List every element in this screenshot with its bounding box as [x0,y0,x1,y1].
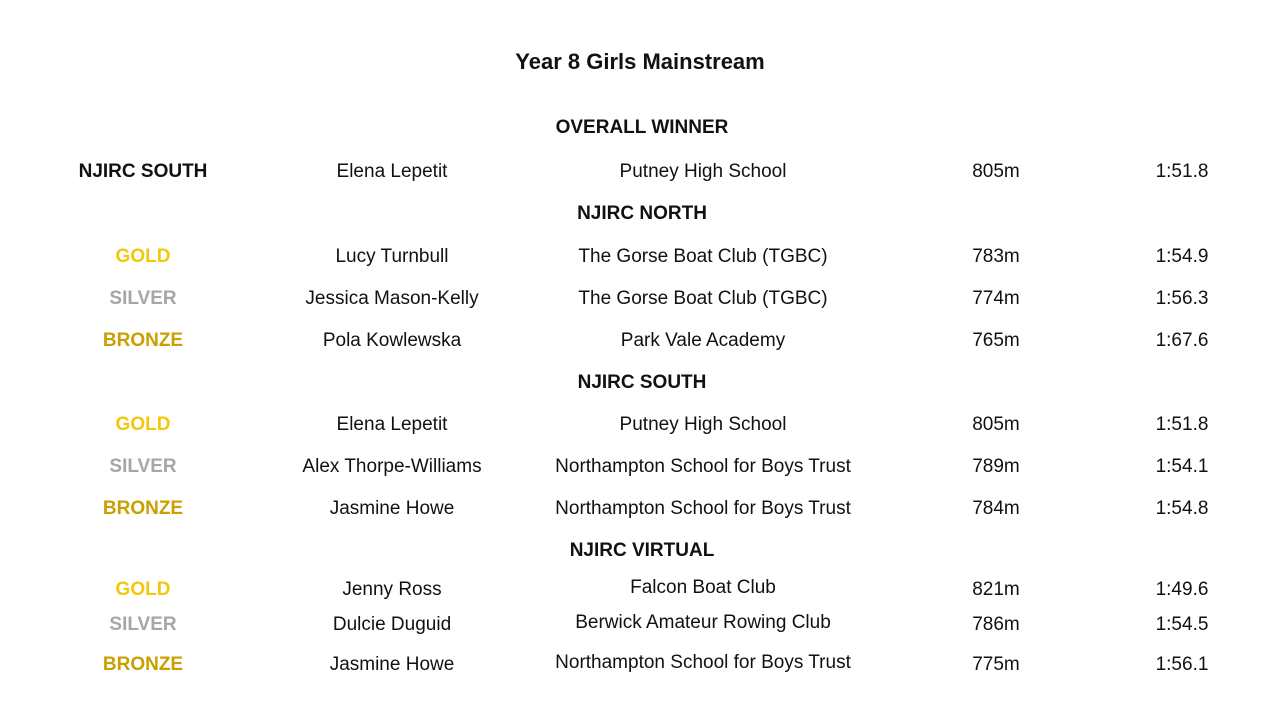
medal-gold-label: GOLD [115,579,171,600]
results-row [0,327,1280,355]
distance-value: 774m [972,288,1020,309]
time-value: 1:51.8 [1155,161,1209,182]
results-row [0,611,1280,639]
school-name: The Gorse Boat Club (TGBC) [578,288,828,309]
school-name: Northampton School for Boys Trust [555,498,851,519]
distance-value: 784m [972,498,1020,519]
page-title: Year 8 Girls Mainstream [515,49,765,74]
results-row [0,651,1280,679]
school-name: Northampton School for Boys Trust [555,456,851,477]
school-name: Park Vale Academy [620,330,786,351]
results-row [0,243,1280,271]
medal-gold-label: GOLD [115,414,171,435]
athlete-name: Pola Kowlewska [322,330,462,351]
distance-value: 783m [972,246,1020,267]
school-name: Berwick Amateur Rowing Club [575,612,831,633]
time-value: 1:49.6 [1155,579,1209,600]
results-row [0,285,1280,313]
school-name: Northampton School for Boys Trust [555,652,851,673]
distance-value: 821m [972,579,1020,600]
school-name: Putney High School [619,414,787,435]
time-value: 1:54.8 [1155,498,1209,519]
medal-bronze-label: BRONZE [102,498,184,519]
athlete-name: Alex Thorpe-Williams [302,456,482,477]
medal-gold-label: GOLD [115,246,171,267]
section-heading-north: NJIRC NORTH [577,203,707,224]
athlete-name: Elena Lepetit [336,414,448,435]
results-row [0,453,1280,481]
distance-value: 805m [972,161,1020,182]
athlete-name: Dulcie Duguid [332,614,452,635]
medal-silver-label: SILVER [109,456,177,477]
time-value: 1:54.9 [1155,246,1209,267]
time-value: 1:51.8 [1155,414,1209,435]
distance-value: 765m [972,330,1020,351]
time-value: 1:56.1 [1155,654,1209,675]
medal-bronze-label: BRONZE [102,654,184,675]
athlete-name: Lucy Turnbull [335,246,449,267]
results-row [0,576,1280,604]
athlete-name: Jenny Ross [342,579,442,600]
athlete-name: Jasmine Howe [329,654,455,675]
medal-bronze-label: BRONZE [102,330,184,351]
time-value: 1:54.5 [1155,614,1209,635]
athlete-name: Jessica Mason-Kelly [305,288,479,309]
time-value: 1:56.3 [1155,288,1209,309]
section-heading-south: NJIRC SOUTH [577,372,707,393]
results-row [0,158,1280,186]
distance-value: 805m [972,414,1020,435]
division-label: NJIRC SOUTH [78,161,208,182]
school-name: Putney High School [619,161,787,182]
results-row [0,495,1280,523]
medal-silver-label: SILVER [109,288,177,309]
school-name: Falcon Boat Club [630,577,776,598]
distance-value: 789m [972,456,1020,477]
medal-silver-label: SILVER [109,614,177,635]
school-name: The Gorse Boat Club (TGBC) [578,246,828,267]
distance-value: 775m [972,654,1020,675]
section-heading-overall: OVERALL WINNER [555,117,729,138]
time-value: 1:54.1 [1155,456,1209,477]
athlete-name: Elena Lepetit [336,161,448,182]
results-row [0,411,1280,439]
distance-value: 786m [972,614,1020,635]
section-heading-virtual: NJIRC VIRTUAL [569,540,715,561]
athlete-name: Jasmine Howe [329,498,455,519]
time-value: 1:67.6 [1155,330,1209,351]
